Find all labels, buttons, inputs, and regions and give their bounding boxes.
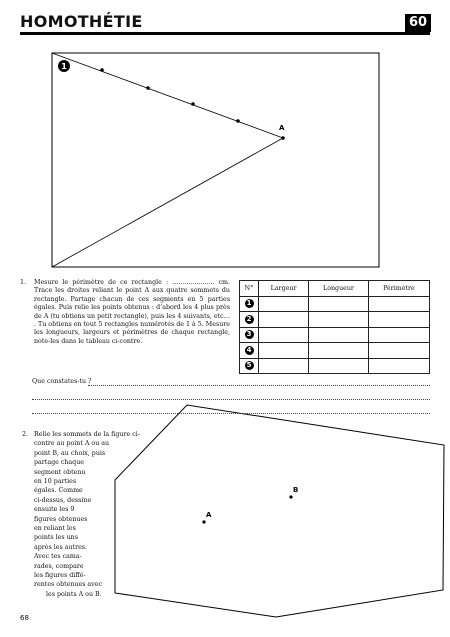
answer-line[interactable] [32, 413, 430, 414]
width-cell[interactable] [259, 358, 309, 374]
figure1-rectangle [52, 53, 379, 267]
length-cell[interactable] [309, 327, 369, 343]
table-row [240, 343, 430, 359]
page-title: HOMOTHÉTIE [20, 12, 143, 31]
row-number-badge: 4 [245, 346, 254, 355]
length-cell[interactable] [309, 343, 369, 359]
table-row [240, 312, 430, 328]
exercise2-line: les points A ou B. [46, 590, 102, 598]
division-point [100, 68, 104, 72]
segment-to-bottom-left [52, 138, 283, 267]
length-cell[interactable] [309, 296, 369, 312]
division-point [146, 86, 150, 90]
point-b-label: B [293, 486, 299, 494]
col-width-header: Largeur [259, 281, 309, 297]
exercise2-line: rentes obtenues avec [34, 581, 102, 589]
row-number-badge: 1 [245, 299, 254, 308]
exercise2-line: en reliant les [34, 525, 76, 532]
exercise2-line: segment obtenu [34, 468, 86, 476]
exercise2-line: égales. Comme [34, 487, 83, 495]
exercise2-line: après les autres. [34, 543, 88, 551]
table-row [240, 327, 430, 343]
exercise1-instructions: Mesure le périmètre de ce rectangle : ..................... cm. Trace les droites reliant le point A aux quatre sommets du rectangle. Partage chacun de ces segments en 5 parties égales. Puis relie les points obtenus : d’abord les 4 plus près de A (tu obtiens un petit rectangle), puis les 4 suivants, etc… . Tu obtiens en tout 5 rectangles numérotés de 1 à 5. Mesure les longueurs, largeurs et périmètres de chaque rectangle, note-les dans le tableau ci-contre. [34, 279, 230, 345]
exercise2-line: points les uns [34, 534, 78, 542]
point-a2-dot [202, 520, 205, 523]
exercise1-number: 1. [20, 279, 27, 286]
answer-line[interactable] [32, 399, 430, 400]
point-b-dot [289, 495, 292, 498]
exercise2-line: Avec tes cama- [34, 553, 82, 561]
point-a-label: A [279, 124, 285, 132]
perimeter-cell[interactable] [368, 358, 429, 374]
perimeter-cell[interactable] [368, 343, 429, 359]
exercise2-line: contre au point A ou au [34, 440, 110, 448]
exercise2-line: en 10 parties [34, 478, 77, 485]
perimeter-cell[interactable] [368, 312, 429, 328]
exercise2-line: figures obtenues [34, 515, 88, 523]
col-length-header: Longueur [309, 281, 369, 297]
point-a2-label: A [206, 511, 212, 519]
figure1-marker-text: 1 [61, 62, 67, 71]
exercise2-number: 2. [22, 431, 29, 438]
exercise1-text-block [22, 279, 230, 346]
width-cell[interactable] [259, 327, 309, 343]
width-cell[interactable] [259, 343, 309, 359]
exercise2-line: rades, compare [34, 562, 84, 570]
exercise2-line: Relie les sommets de la figure ci- [34, 431, 140, 438]
exercise2-line: partage chaque [34, 459, 84, 467]
page-badge: 60 [405, 14, 431, 32]
perimeter-cell[interactable] [368, 296, 429, 312]
exercise2-line: point B, au choix, puis [34, 449, 106, 457]
exercise2-line: ci-dessus, dessine [34, 496, 92, 504]
length-cell[interactable] [309, 312, 369, 328]
figure2-polygon [115, 405, 444, 617]
table-row [240, 296, 430, 312]
division-point [236, 119, 240, 123]
table-row [240, 358, 430, 374]
footer-page-number: 68 [20, 614, 29, 622]
answer-line[interactable] [88, 385, 430, 386]
point-a-dot [281, 136, 285, 140]
perimeter-cell[interactable] [368, 327, 429, 343]
segment-to-top-left [52, 53, 283, 138]
exercise2-line: les figures diffé- [34, 572, 86, 579]
row-number-badge: 2 [245, 315, 254, 324]
row-number-badge: 3 [245, 330, 254, 339]
col-perimeter-header: Périmètre [368, 281, 429, 297]
width-cell[interactable] [259, 296, 309, 312]
exercise2-line: ensuite les 9 [34, 506, 75, 514]
table-header-row [240, 281, 430, 297]
width-cell[interactable] [259, 312, 309, 328]
question-text: Que constates-tu ? [32, 378, 92, 385]
results-table [239, 280, 430, 374]
division-point [191, 102, 195, 106]
length-cell[interactable] [309, 358, 369, 374]
col-number-header: N° [240, 281, 259, 297]
row-number-badge: 5 [245, 361, 254, 370]
